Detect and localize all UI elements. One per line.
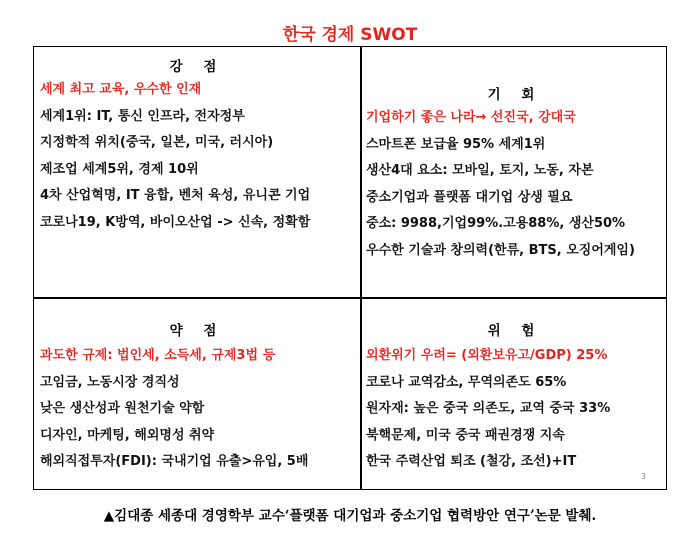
list-item: 중소: 9988,기업99%.고용88%, 생산50% — [366, 216, 626, 231]
caption: ▲김대종 세종대 경영학부 교수‘플랫폼 대기업과 중소기업 협력방안 연구’논문 발췌. — [103, 508, 597, 524]
list-item: 제조업 세계5위, 경제 10위 — [40, 161, 199, 177]
threats-heading: 위 험 — [487, 323, 543, 339]
list-item: 한국 주력산업 퇴조 (철강, 조선)+IT — [366, 454, 577, 469]
list-item: 과도한 규제: 법인세, 소득세, 규제3법 등 — [40, 348, 276, 363]
list-item: 코로나 교역감소, 무역의존도 65% — [366, 374, 567, 390]
list-item: 우수한 기술과 창의력(한류, BTS, 오징어게임) — [366, 242, 635, 258]
strengths-list — [40, 77, 310, 236]
opportunities-quadrant — [362, 47, 668, 297]
list-item: 고임금, 노동시장 경직성 — [40, 374, 180, 390]
strengths-quadrant — [34, 47, 360, 297]
list-item: 생산4대 요소: 모바일, 토지, 노동, 자본 — [366, 163, 594, 178]
weaknesses-list — [40, 343, 308, 476]
list-item: 해외직접투자(FDI): 국내기업 유출>유입, 5배 — [40, 454, 309, 469]
list-item: 코로나19, K방역, 바이오산업 -> 신속, 정확함 — [40, 214, 311, 230]
list-item: 중소기업과 플랫폼 대기업 상생 필요 — [366, 189, 573, 205]
list-item: 세계1위: IT, 통신 인프라, 전자정부 — [40, 108, 245, 124]
list-item: 디자인, 마케팅, 해외명성 취약 — [40, 427, 215, 443]
weaknesses-heading: 약 점 — [169, 323, 225, 339]
list-item: 기업하기 좋은 나라→ 선진국, 강대국 — [366, 110, 576, 125]
list-item: 낮은 생산성과 원천기술 약함 — [40, 401, 205, 416]
weaknesses-quadrant — [34, 299, 360, 491]
threats-quadrant — [362, 299, 668, 491]
swot-table — [33, 46, 667, 490]
strengths-heading: 강 점 — [169, 59, 225, 75]
page-number: 3 — [640, 472, 646, 481]
list-item: 세계 최고 교육, 우수한 인재 — [40, 82, 202, 97]
list-item: 4차 산업혁명, IT 융합, 벤처 육성, 유니콘 기업 — [40, 188, 311, 203]
page-title: 한국 경제 SWOT — [282, 25, 418, 45]
list-item: 외환위기 우려= (외환보유고/GDP) 25% — [366, 348, 608, 363]
list-item: 북핵문제, 미국 중국 패권경쟁 지속 — [366, 427, 565, 443]
opportunities-list — [366, 105, 635, 264]
opportunities-heading: 기 회 — [487, 87, 543, 103]
list-item: 원자재: 높은 중국 의존도, 교역 중국 33% — [366, 401, 611, 416]
threats-list — [366, 343, 610, 476]
list-item: 스마트폰 보급율 95% 세계1위 — [366, 136, 546, 152]
list-item: 지정학적 위치(중국, 일본, 미국, 러시아) — [40, 135, 274, 150]
